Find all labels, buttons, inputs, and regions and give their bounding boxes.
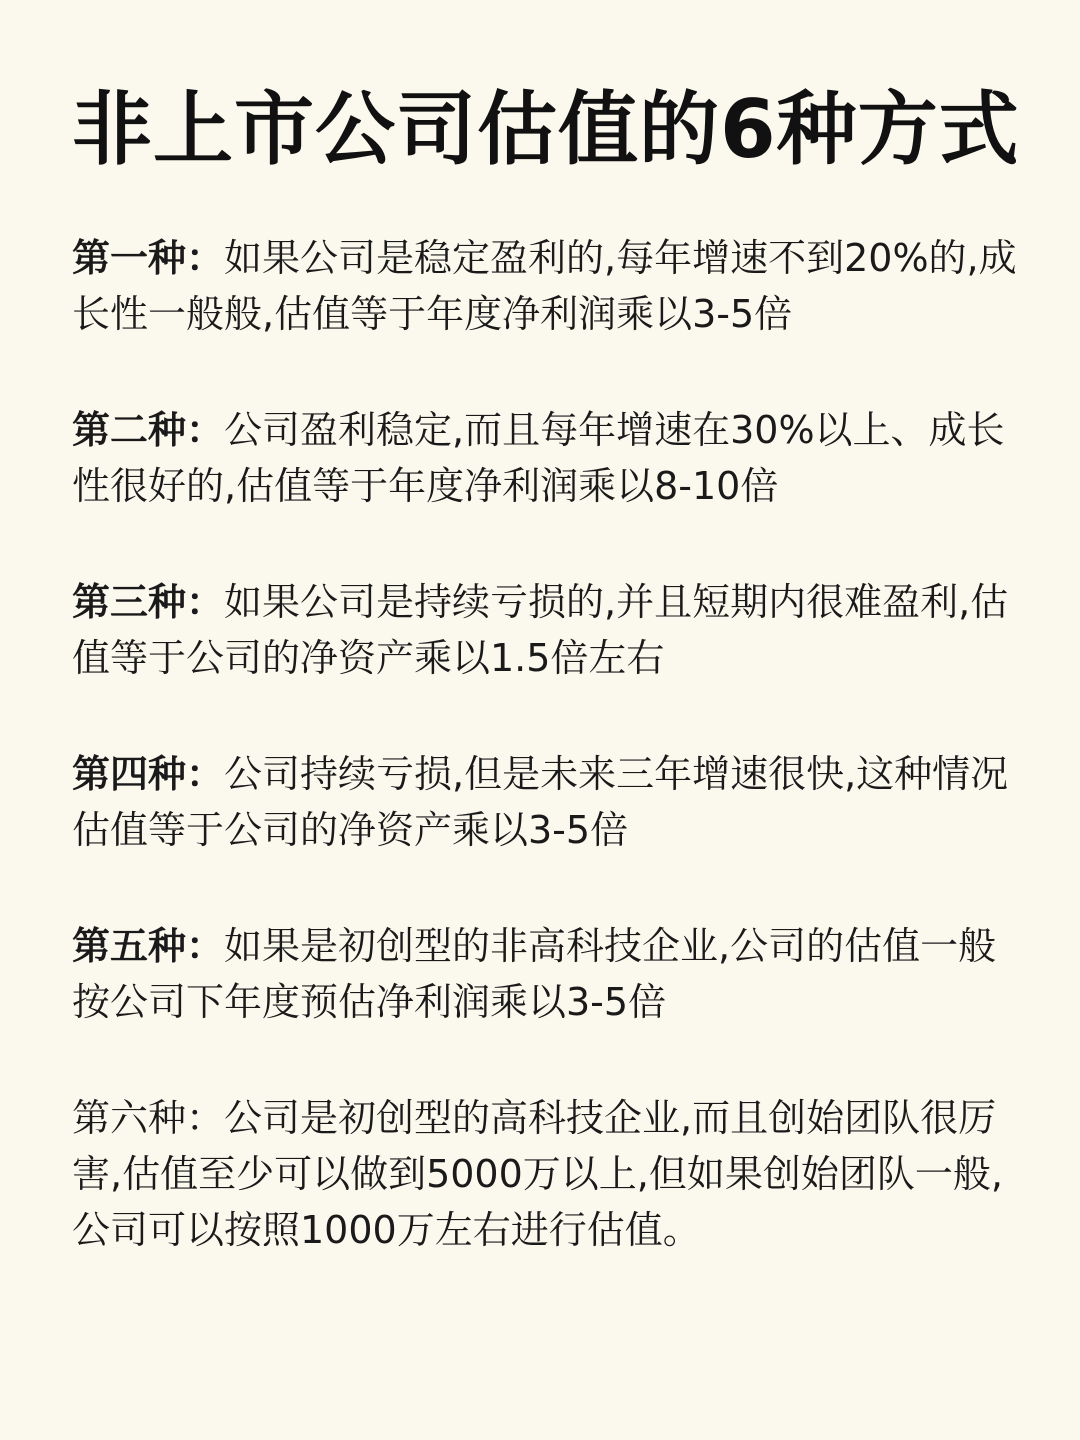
method-4-label: 第四种： xyxy=(72,752,225,796)
method-5-text: 如果是初创型的非高科技企业,公司的估值一般按公司下年度预估净利润乘以3-5倍 xyxy=(72,924,997,1024)
method-3-label: 第三种： xyxy=(72,580,225,624)
method-6-text: 公司是初创型的高科技企业,而且创始团队很厉害,估值至少可以做到5000万以上,但如果创始团队一般,公司可以按照1000万左右进行估值。 xyxy=(72,1096,1003,1252)
method-4 xyxy=(72,746,1020,858)
method-5-label: 第五种： xyxy=(72,924,225,968)
method-2-label: 第二种： xyxy=(72,408,225,452)
method-3-text: 如果公司是持续亏损的,并且短期内很难盈利,估值等于公司的净资产乘以1.5倍左右 xyxy=(72,580,1009,680)
method-3 xyxy=(72,574,1020,686)
method-2-text: 公司盈利稳定,而且每年增速在30%以上、成长性很好的,估值等于年度净利润乘以8-10倍 xyxy=(72,408,1005,508)
method-1-text: 如果公司是稳定盈利的,每年增速不到20%的,成长性一般般,估值等于年度净利润乘以3-5倍 xyxy=(72,236,1017,336)
method-1 xyxy=(72,230,1020,342)
method-6-label: 第六种： xyxy=(72,1096,225,1140)
valuation-methods-list xyxy=(72,230,1020,1258)
method-4-text: 公司持续亏损,但是未来三年增速很快,这种情况估值等于公司的净资产乘以3-5倍 xyxy=(72,752,1009,852)
method-1-label: 第一种： xyxy=(72,236,225,280)
page-title: 非上市公司估值的6种方式 xyxy=(72,83,1020,176)
method-5 xyxy=(72,918,1020,1030)
method-2 xyxy=(72,402,1020,514)
method-6 xyxy=(72,1090,1020,1258)
